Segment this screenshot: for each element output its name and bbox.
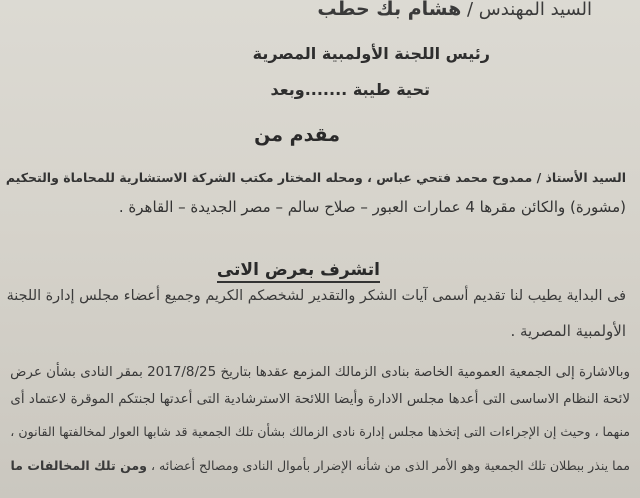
section-heading: اتشرف بعرض الاتى [217,260,380,283]
intro-line-2: الأولمبية المصرية . [510,322,626,340]
intro-line-1: فى البداية يطيب لنا تقديم أسمى آيات الشكر والتقدير لشخصكم الكريم وجميع أعضاء مجلس إدارة اللجنة [6,288,626,304]
salutation-prefix: السيد المهندس / [467,0,592,20]
greeting: تحية طيبة .......وبعد [270,80,430,99]
recipient-name: هشام بك حطب [317,0,462,20]
body-line-2: لائحة النظام الاساسى التى أعدها مجلس الادارة وأيضا اللائحة الاسترشادية التى أعدتها لجنتكم الموقرة لاعتماد أى [10,392,630,407]
body-line-1: وبالاشارة إلى الجمعية العمومية الخاصة بنادى الزمالك المزمع عقدها بتاريخ 2017/8/25 بمقر النادى بشأن عرض [10,364,630,380]
salutation [317,0,592,20]
submitted-by: مقدم من [254,124,340,146]
recipient-title: رئيس اللجنة الأولمبية المصرية [252,44,490,63]
body-line-3: منهما ، وحيث إن الإجراءات التى إتخذها مجلس إدارة نادى الزمالك بشأن تلك الجمعية قد شابها العوار لمخالفتها القانون ، [10,424,630,439]
applicant-line-2: (مشورة) والكائن مقرها 4 عمارات العبور – صلاح سالم – مصر الجديدة – القاهرة . [118,198,626,216]
body-line-4 [10,458,630,473]
body-line-4-bold: ومن تلك المخالفات ما [10,458,147,473]
body-line-4-text: مما ينذر ببطلان تلك الجمعية وهو الأمر الذى من شأنه الإضرار بأموال النادى ومصالح أعضائه ، [151,458,630,473]
applicant-line-1: السيد الأستاذ / ممدوح محمد فتحي عباس ، ومحله المختار مكتب الشركة الاستشارية للمحاماة والتحكيم [5,170,626,185]
